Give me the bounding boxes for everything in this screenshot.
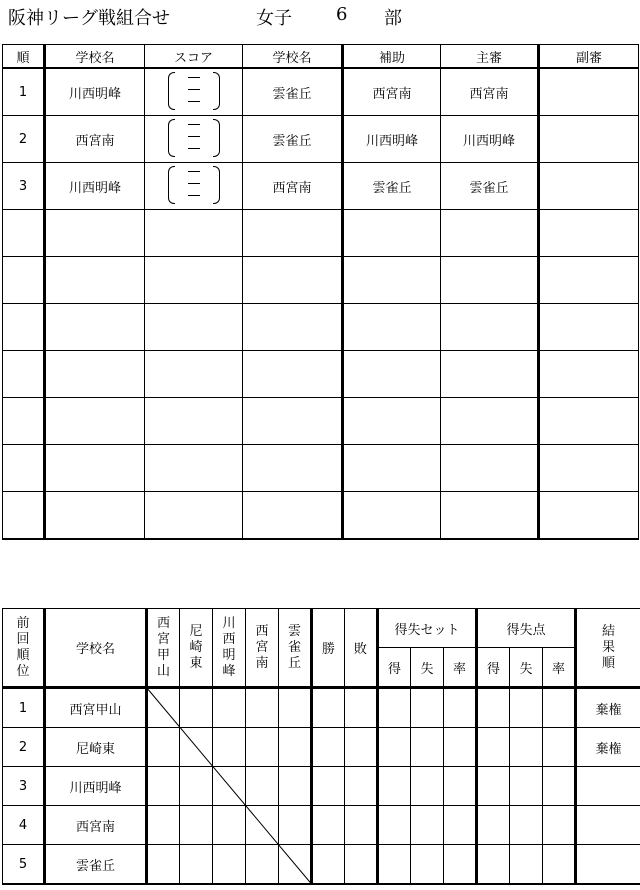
result-point-ratio	[543, 806, 576, 845]
match-row	[3, 210, 639, 257]
result-vs-cell	[246, 688, 279, 728]
match-row	[3, 68, 639, 116]
match-school-b: 雲雀丘	[243, 116, 343, 163]
match-referee	[441, 257, 539, 304]
result-vs-cell	[213, 688, 246, 728]
result-losses	[345, 806, 378, 845]
result-row	[3, 806, 640, 845]
match-school-b	[243, 304, 343, 351]
match-sub-referee	[539, 492, 639, 540]
match-referee	[441, 210, 539, 257]
match-row	[3, 116, 639, 163]
match-assistant	[343, 351, 441, 398]
match-sub-referee	[539, 68, 639, 116]
match-sub-referee	[539, 398, 639, 445]
division-number: 6	[336, 4, 348, 25]
match-header-row	[3, 45, 639, 69]
result-school: 雲雀丘	[45, 845, 147, 885]
match-referee: 雲雀丘	[441, 163, 539, 210]
result-row	[3, 845, 640, 885]
match-assistant	[343, 257, 441, 304]
result-vs-cell	[279, 688, 312, 728]
match-assistant: 雲雀丘	[343, 163, 441, 210]
match-row	[3, 398, 639, 445]
match-school-a: 川西明峰	[45, 163, 145, 210]
score-dash	[188, 101, 200, 102]
score-bracket	[166, 70, 222, 110]
match-sub-referee	[539, 210, 639, 257]
result-point-ratio	[543, 688, 576, 728]
result-vs-cell	[246, 767, 279, 806]
header-order: 順	[3, 45, 45, 69]
header-sub-referee: 副審	[539, 45, 639, 69]
result-point-loss	[510, 767, 543, 806]
league-title: 阪神リーグ戦組合せ	[8, 8, 170, 29]
score-bracket	[166, 164, 222, 204]
result-set-ratio	[444, 728, 477, 767]
result-prev-rank: 5	[3, 845, 45, 885]
match-score	[145, 398, 243, 445]
match-school-b: 西宮南	[243, 163, 343, 210]
match-school-a	[45, 210, 145, 257]
result-vs-cell	[180, 767, 213, 806]
match-score	[145, 163, 243, 210]
match-score	[145, 304, 243, 351]
result-vs-cell	[213, 806, 246, 845]
result-point-loss	[510, 688, 543, 728]
result-set-gain	[378, 845, 411, 885]
match-order	[3, 492, 45, 540]
result-losses	[345, 767, 378, 806]
match-school-a	[45, 304, 145, 351]
match-order	[3, 257, 45, 304]
result-point-loss	[510, 845, 543, 885]
score-dash	[188, 136, 200, 137]
match-score	[145, 257, 243, 304]
match-row	[3, 351, 639, 398]
result-set-ratio	[444, 806, 477, 845]
result-vs-cell	[180, 688, 213, 728]
match-score	[145, 68, 243, 116]
result-vs-cell	[180, 728, 213, 767]
result-set-ratio	[444, 845, 477, 885]
result-wins	[312, 806, 345, 845]
match-school-b	[243, 492, 343, 540]
match-sub-referee	[539, 351, 639, 398]
match-score	[145, 351, 243, 398]
result-set-gain	[378, 767, 411, 806]
result-vs-cell	[147, 767, 180, 806]
result-header-row-1	[3, 609, 640, 648]
match-order	[3, 210, 45, 257]
match-school-a: 川西明峰	[45, 68, 145, 116]
result-point-loss	[510, 728, 543, 767]
match-referee: 西宮南	[441, 68, 539, 116]
match-row	[3, 304, 639, 351]
result-losses	[345, 688, 378, 728]
score-bracket	[166, 117, 222, 157]
result-set-loss	[411, 767, 444, 806]
header-point-gain: 得	[477, 648, 510, 688]
result-point-ratio	[543, 845, 576, 885]
result-set-gain	[378, 688, 411, 728]
match-assistant	[343, 492, 441, 540]
header-opponent-2: 川西明峰	[213, 609, 246, 688]
result-point-loss	[510, 806, 543, 845]
match-referee: 川西明峰	[441, 116, 539, 163]
match-row	[3, 257, 639, 304]
result-point-gain	[477, 688, 510, 728]
result-vs-cell	[213, 728, 246, 767]
header-opponent-3: 西宮南	[246, 609, 279, 688]
result-losses	[345, 845, 378, 885]
result-losses	[345, 728, 378, 767]
result-vs-cell	[246, 845, 279, 885]
header-opponent-4: 雲雀丘	[279, 609, 312, 688]
result-prev-rank: 1	[3, 688, 45, 728]
header-point-group: 得失点	[477, 609, 576, 648]
score-dash	[188, 183, 200, 184]
result-school: 西宮甲山	[45, 688, 147, 728]
match-schedule-table	[2, 44, 639, 540]
result-row	[3, 688, 640, 728]
result-point-gain	[477, 728, 510, 767]
score-dash	[188, 124, 200, 125]
header-set-group: 得失セット	[378, 609, 477, 648]
result-set-gain	[378, 728, 411, 767]
score-dash	[188, 77, 200, 78]
match-assistant: 川西明峰	[343, 116, 441, 163]
result-final-rank: 棄権	[576, 728, 640, 767]
header-school-a: 学校名	[45, 45, 145, 69]
header-opponent-0: 西宮甲山	[147, 609, 180, 688]
result-set-loss	[411, 688, 444, 728]
result-vs-cell	[279, 728, 312, 767]
header-school-b: 学校名	[243, 45, 343, 69]
match-school-b	[243, 210, 343, 257]
match-school-a	[45, 398, 145, 445]
match-row	[3, 163, 639, 210]
match-order: 2	[3, 116, 45, 163]
result-wins	[312, 845, 345, 885]
match-school-b	[243, 351, 343, 398]
result-set-gain	[378, 806, 411, 845]
result-set-loss	[411, 845, 444, 885]
match-school-a	[45, 492, 145, 540]
header-referee: 主審	[441, 45, 539, 69]
match-school-a	[45, 351, 145, 398]
match-row	[3, 445, 639, 492]
match-assistant: 西宮南	[343, 68, 441, 116]
header-prev-rank: 前回順位	[3, 609, 45, 688]
match-school-b	[243, 257, 343, 304]
result-set-loss	[411, 728, 444, 767]
result-point-gain	[477, 845, 510, 885]
result-vs-cell	[213, 767, 246, 806]
header-score: スコア	[145, 45, 243, 69]
gender-label: 女子	[256, 8, 292, 29]
match-school-b: 雲雀丘	[243, 68, 343, 116]
match-school-b	[243, 398, 343, 445]
result-vs-cell	[147, 728, 180, 767]
match-assistant	[343, 210, 441, 257]
result-set-ratio	[444, 767, 477, 806]
result-vs-cell	[246, 806, 279, 845]
header-assistant: 補助	[343, 45, 441, 69]
header-set-gain: 得	[378, 648, 411, 688]
score-dash	[188, 195, 200, 196]
result-final-rank	[576, 806, 640, 845]
result-set-loss	[411, 806, 444, 845]
match-school-a	[45, 257, 145, 304]
result-final-rank	[576, 767, 640, 806]
score-dash	[188, 171, 200, 172]
result-vs-cell	[180, 806, 213, 845]
result-school: 西宮南	[45, 806, 147, 845]
result-point-gain	[477, 806, 510, 845]
result-vs-cell	[246, 728, 279, 767]
match-sub-referee	[539, 257, 639, 304]
match-assistant	[343, 304, 441, 351]
result-vs-cell	[180, 845, 213, 885]
header-school: 学校名	[45, 609, 147, 688]
result-point-ratio	[543, 728, 576, 767]
result-wins	[312, 728, 345, 767]
match-order	[3, 445, 45, 492]
match-score	[145, 492, 243, 540]
header-set-loss: 失	[411, 648, 444, 688]
result-vs-cell	[279, 806, 312, 845]
header-losses: 敗	[345, 609, 378, 688]
result-row	[3, 767, 640, 806]
header-wins: 勝	[312, 609, 345, 688]
result-vs-cell	[213, 845, 246, 885]
header-point-ratio: 率	[543, 648, 576, 688]
match-order	[3, 304, 45, 351]
match-school-b	[243, 445, 343, 492]
result-prev-rank: 3	[3, 767, 45, 806]
match-referee	[441, 398, 539, 445]
header-point-loss: 失	[510, 648, 543, 688]
header-set-ratio: 率	[444, 648, 477, 688]
match-sub-referee	[539, 163, 639, 210]
match-order	[3, 351, 45, 398]
match-assistant	[343, 445, 441, 492]
match-school-a: 西宮南	[45, 116, 145, 163]
result-school: 川西明峰	[45, 767, 147, 806]
result-vs-cell	[279, 845, 312, 885]
header-opponent-1: 尼崎東	[180, 609, 213, 688]
match-order	[3, 398, 45, 445]
match-score	[145, 210, 243, 257]
result-set-ratio	[444, 688, 477, 728]
match-referee	[441, 492, 539, 540]
result-vs-cell	[147, 806, 180, 845]
result-prev-rank: 4	[3, 806, 45, 845]
header-final-rank: 結果順	[576, 609, 640, 688]
result-prev-rank: 2	[3, 728, 45, 767]
result-wins	[312, 767, 345, 806]
match-sub-referee	[539, 304, 639, 351]
result-wins	[312, 688, 345, 728]
match-referee	[441, 445, 539, 492]
result-final-rank	[576, 845, 640, 885]
result-table	[2, 608, 640, 885]
result-row	[3, 728, 640, 767]
match-sub-referee	[539, 116, 639, 163]
match-score	[145, 116, 243, 163]
score-dash	[188, 148, 200, 149]
result-final-rank: 棄権	[576, 688, 640, 728]
match-row	[3, 492, 639, 540]
match-order: 1	[3, 68, 45, 116]
result-school: 尼崎東	[45, 728, 147, 767]
division-suffix: 部	[384, 8, 402, 29]
result-point-gain	[477, 767, 510, 806]
result-point-ratio	[543, 767, 576, 806]
match-order: 3	[3, 163, 45, 210]
match-sub-referee	[539, 445, 639, 492]
match-score	[145, 445, 243, 492]
match-referee	[441, 351, 539, 398]
match-assistant	[343, 398, 441, 445]
score-dash	[188, 89, 200, 90]
match-school-a	[45, 445, 145, 492]
result-vs-cell	[147, 845, 180, 885]
result-vs-cell	[279, 767, 312, 806]
match-referee	[441, 304, 539, 351]
result-vs-cell	[147, 688, 180, 728]
